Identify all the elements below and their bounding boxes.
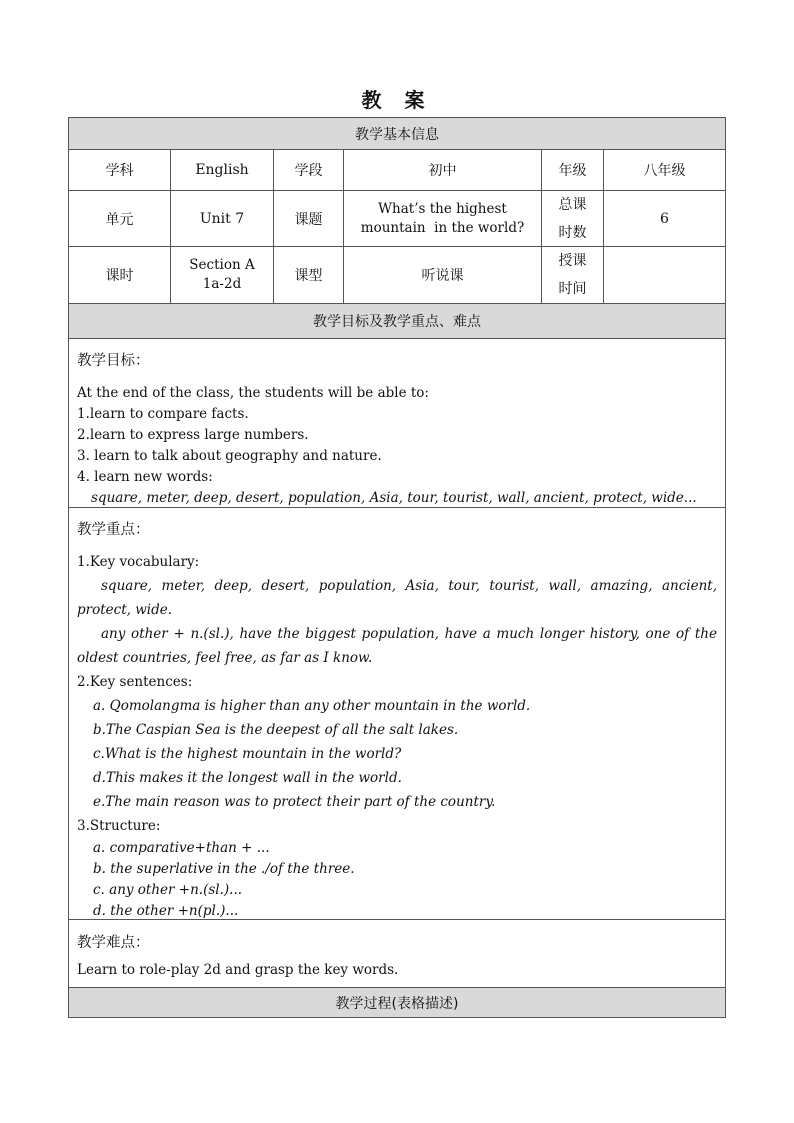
key-sentence: b.The Caspian Sea is the deepest of all the salt lakes. <box>93 722 459 738</box>
table-row <box>69 247 725 304</box>
objectives-section <box>69 339 725 508</box>
total-hours-label-line-1: 总课 <box>558 196 587 213</box>
total-hours-value: 6 <box>660 210 669 227</box>
objective-line: 3. learn to talk about geography and nature. <box>77 448 382 464</box>
lesson-plan-table <box>68 117 726 1018</box>
difficulty-text: Learn to role-play 2d and grasp the key words. <box>77 962 399 978</box>
teaching-time-label-line-2: 时间 <box>558 281 587 297</box>
key-sentence: d.This makes it the longest wall in the world. <box>93 770 402 786</box>
key-points-section <box>69 508 725 920</box>
total-hours-label <box>542 191 604 246</box>
objectives-heading: 教学目标： <box>77 353 150 369</box>
teaching-time-value <box>604 247 725 303</box>
topic-value <box>344 191 542 246</box>
period-line-2: 1a-2d <box>202 276 242 292</box>
stage-value: 初中 <box>344 150 542 190</box>
goals-header: 教学目标及教学重点、难点 <box>69 304 725 339</box>
objective-line: 2.learn to express large numbers. <box>77 427 309 443</box>
new-words-line: square, meter, deep, desert, population, Asia, tour, tourist, wall, ancient, protect, wide... <box>91 490 697 506</box>
topic-label: 课题 <box>274 191 344 246</box>
period-line-1: Section A <box>189 257 255 273</box>
vocab-words: square, meter, deep, desert, population, Asia, tour, tourist, wall, amazing, ancient, protect, wide. <box>77 578 717 618</box>
objective-line: At the end of the class, the students will be able to: <box>77 385 429 401</box>
structure-item: b. the superlative in the ./of the three. <box>93 861 355 877</box>
structure-item: a. comparative+than + ... <box>93 840 270 856</box>
subject-value: English <box>171 150 274 190</box>
process-header: 教学过程(表格描述) <box>69 988 725 1017</box>
total-hours-label-line-2: 时数 <box>558 224 587 241</box>
difficulty-heading: 教学难点： <box>77 935 150 951</box>
unit-value: Unit 7 <box>171 191 274 246</box>
sentences-title: 2.Key sentences: <box>77 674 193 690</box>
topic-line-2: mountain in the world? <box>360 219 525 236</box>
period-value <box>171 247 274 303</box>
objective-line: 4. learn new words: <box>77 469 213 485</box>
difficulty-section <box>69 920 725 988</box>
teaching-time-label-line-1: 授课 <box>558 253 587 269</box>
table-row <box>69 191 725 247</box>
document-title: 教 案 <box>361 88 433 112</box>
table-row <box>69 150 725 191</box>
topic-line-1: What’s the highest <box>378 200 507 217</box>
subject-label: 学科 <box>69 150 171 190</box>
objective-line: 1.learn to compare facts. <box>77 406 249 422</box>
lesson-type-value: 听说课 <box>344 247 542 303</box>
structure-title: 3.Structure: <box>77 818 161 834</box>
basic-info-header: 教学基本信息 <box>69 118 725 150</box>
structure-item: c. any other +n.(sl.)... <box>93 882 243 898</box>
period-label: 课时 <box>69 247 171 303</box>
vocab-phrases: any other + n.(sl.), have the biggest population, have a much longer history, one of the oldest countries, feel free, as far as I know. <box>77 626 717 666</box>
teaching-time-label <box>542 247 604 303</box>
unit-label: 单元 <box>69 191 171 246</box>
grade-value: 八年级 <box>643 163 686 179</box>
structure-item: d. the other +n(pl.)... <box>93 903 239 919</box>
lesson-type-label: 课型 <box>274 247 344 303</box>
stage-label: 学段 <box>274 150 344 190</box>
key-points-heading: 教学重点： <box>77 522 150 538</box>
key-sentence: a. Qomolangma is higher than any other mountain in the world. <box>93 698 531 714</box>
key-sentence: e.The main reason was to protect their part of the country. <box>93 794 496 810</box>
vocab-title: 1.Key vocabulary: <box>77 554 200 570</box>
grade-label: 年级 <box>542 150 604 190</box>
key-sentence: c.What is the highest mountain in the world? <box>93 746 402 762</box>
